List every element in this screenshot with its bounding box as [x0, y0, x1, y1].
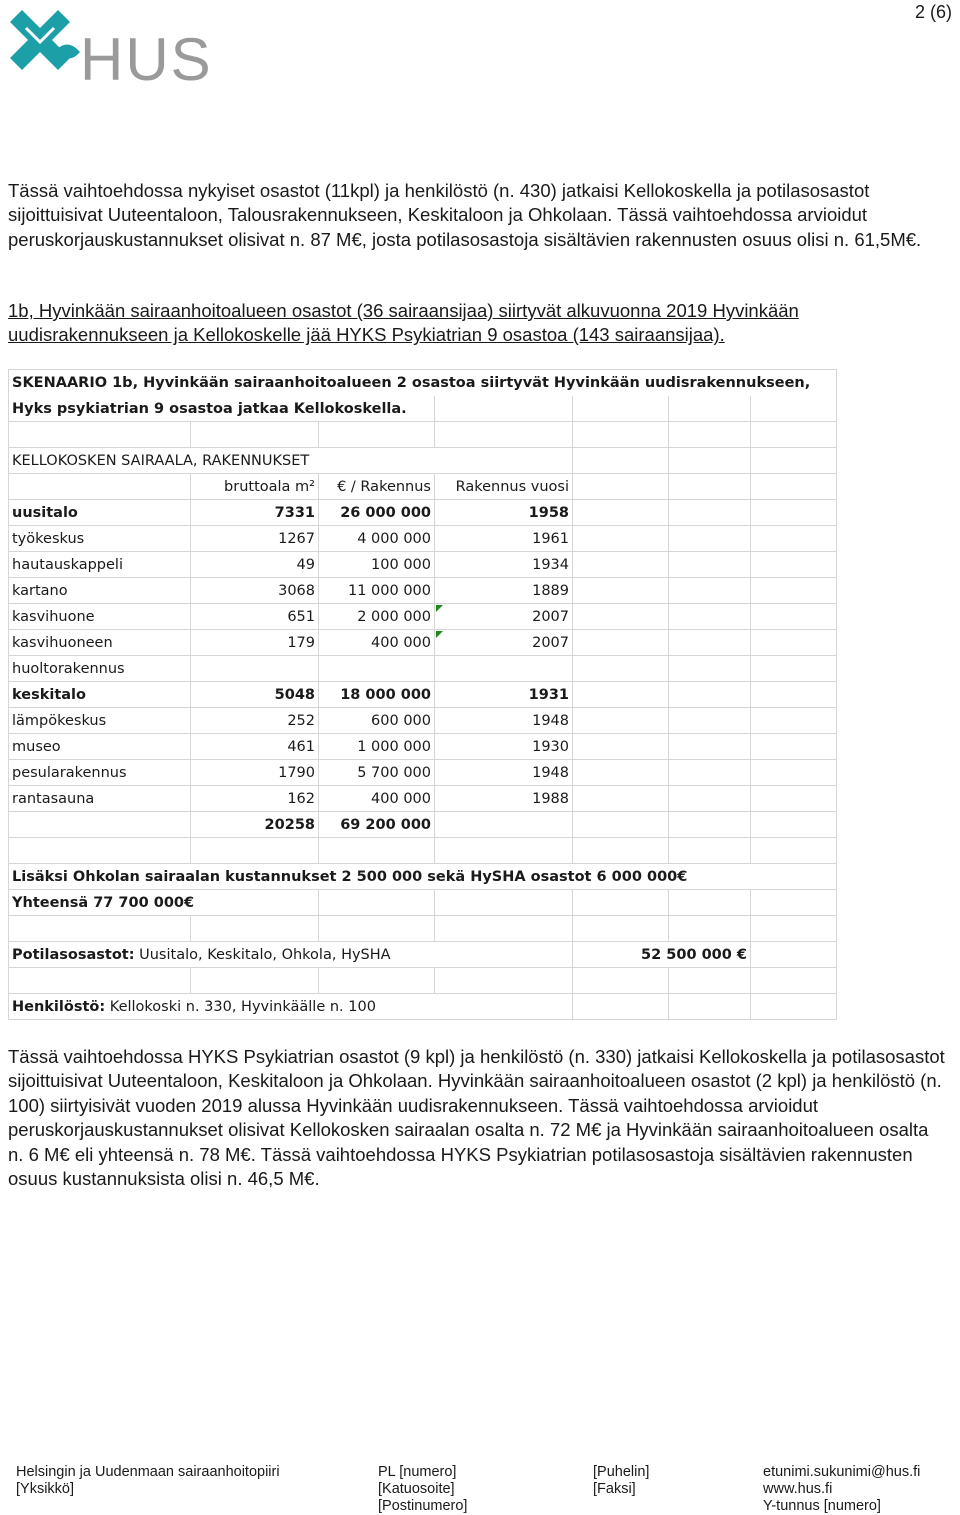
totals-row	[9, 812, 837, 838]
building-area: 252	[191, 708, 319, 734]
footer-po-box: PL [numero]	[378, 1464, 457, 1480]
footer-unit: [Yksikkö]	[16, 1481, 75, 1497]
building-year-value: 1889	[532, 582, 569, 599]
building-year-value: 2007	[532, 634, 569, 651]
logo-text: HUS	[80, 26, 213, 84]
building-name: hautauskappeli	[9, 552, 191, 578]
staff-label: Henkilöstö:	[12, 998, 106, 1015]
footer-business-id: Y-tunnus [numero]	[763, 1498, 881, 1514]
building-row	[9, 760, 837, 786]
building-year	[435, 786, 573, 812]
building-name: huoltorakennus	[9, 656, 191, 682]
staff-row	[9, 994, 837, 1020]
footer-email: etunimi.sukunimi@hus.fi	[763, 1464, 921, 1480]
comment-marker-icon	[436, 605, 443, 612]
grand-total: Yhteensä 77 700 000€	[9, 890, 319, 916]
scenario-row-2	[9, 396, 837, 422]
building-area: 3068	[191, 578, 319, 604]
scenario-line-2: Hyks psykiatrian 9 osastoa jatkaa Kellokoskella.	[12, 400, 407, 417]
building-year	[435, 708, 573, 734]
building-row	[9, 682, 837, 708]
building-cost: 2 000 000	[319, 604, 435, 630]
staff	[9, 994, 573, 1020]
footer-organization	[16, 1464, 280, 1498]
building-cost: 400 000	[319, 630, 435, 656]
building-row	[9, 656, 837, 682]
scenario-heading-paragraph: 1b, Hyvinkään sairaanhoitoalueen osastot (36 sairaansijaa) siirtyvät alkuvuonna 2019 Hyvinkään uudisrakennukseen ja Kellokoskelle jää HYKS Psykiatrian 9 osastoa (143 sairaansijaa).	[8, 300, 799, 346]
footer-website: www.hus.fi	[763, 1481, 833, 1497]
scenario-row-1	[9, 370, 837, 396]
building-row	[9, 786, 837, 812]
patient-wards	[9, 942, 573, 968]
building-cost: 100 000	[319, 552, 435, 578]
building-year-value: 1948	[532, 764, 569, 781]
comment-marker-icon	[436, 631, 443, 638]
building-name: rantasauna	[9, 786, 191, 812]
footer-phone	[593, 1464, 649, 1498]
building-year-value: 1934	[532, 556, 569, 573]
building-row	[9, 526, 837, 552]
building-year-value: 1988	[532, 790, 569, 807]
building-row	[9, 630, 837, 656]
building-year	[435, 656, 573, 682]
footer-org-name: Helsingin ja Uudenmaan sairaanhoitopiiri	[16, 1464, 280, 1480]
footer-street: [Katuosoite]	[378, 1481, 455, 1497]
additional-costs-row	[9, 864, 837, 890]
page-number: 2 (6)	[914, 2, 952, 22]
building-year	[435, 604, 573, 630]
building-cost: 18 000 000	[319, 682, 435, 708]
building-cost: 5 700 000	[319, 760, 435, 786]
building-cost: 600 000	[319, 708, 435, 734]
building-cost: 4 000 000	[319, 526, 435, 552]
hus-logo	[6, 8, 216, 84]
building-name: kasvihuoneen	[9, 630, 191, 656]
building-year-value: 1958	[528, 504, 569, 521]
header-area: bruttoala m²	[191, 474, 319, 500]
footer-address	[378, 1464, 467, 1515]
building-year	[435, 578, 573, 604]
patient-wards-label: Potilasosastot:	[12, 946, 135, 963]
building-area: 162	[191, 786, 319, 812]
patient-wards-row	[9, 942, 837, 968]
building-year	[435, 630, 573, 656]
intro-paragraph: Tässä vaihtoehdossa nykyiset osastot (11kpl) ja henkilöstö (n. 430) jatkaisi Kellokoskella ja potilasosastot sijoittuisivat Uuteentaloon, Talousrakennukseen, Keskitaloon ja Ohkolaan. Tässä vaihtoehdossa arvioidut peruskorjauskustannukset olisivat n. 87 M€, josta potilasosastoja sisältävien rakennusten osuus olisi n. 61,5M€.	[8, 180, 922, 250]
hus-logo-mark-icon	[6, 8, 216, 84]
building-row	[9, 604, 837, 630]
building-year-value: 1930	[532, 738, 569, 755]
building-area: 179	[191, 630, 319, 656]
building-area: 651	[191, 604, 319, 630]
staff-value: Kellokoski n. 330, Hyvinkäälle n. 100	[105, 998, 376, 1015]
building-area: 461	[191, 734, 319, 760]
additional-costs: Lisäksi Ohkolan sairaalan kustannukset 2 500 000 sekä HySHA osastot 6 000 000€	[9, 864, 837, 890]
header-cost: € / Rakennus	[319, 474, 435, 500]
building-year-value: 1948	[532, 712, 569, 729]
grand-total-row	[9, 890, 837, 916]
building-name: keskitalo	[9, 682, 191, 708]
building-cost: 11 000 000	[319, 578, 435, 604]
building-name: uusitalo	[9, 500, 191, 526]
header-row	[9, 474, 837, 500]
building-area: 49	[191, 552, 319, 578]
building-name: työkeskus	[9, 526, 191, 552]
building-year	[435, 760, 573, 786]
scenario-line-1: SKENAARIO 1b, Hyvinkään sairaanhoitoalueen 2 osastoa siirtyvät Hyvinkään uudisrakennukseen,	[12, 374, 811, 391]
building-row	[9, 500, 837, 526]
building-year	[435, 500, 573, 526]
footer-postcode: [Postinumero]	[378, 1498, 468, 1514]
building-area: 5048	[191, 682, 319, 708]
header-year: Rakennus vuosi	[435, 474, 573, 500]
building-name: kartano	[9, 578, 191, 604]
footer-phone-number: [Puhelin]	[593, 1464, 650, 1480]
patient-wards-value: Uusitalo, Keskitalo, Ohkola, HySHA	[134, 946, 391, 963]
building-name: pesularakennus	[9, 760, 191, 786]
patient-wards-cost: 52 500 000 €	[573, 942, 751, 968]
section-title: KELLOKOSKEN SAIRAALA, RAKENNUKSET	[12, 452, 310, 469]
conclusion-paragraph: Tässä vaihtoehdossa HYKS Psykiatrian osastot (9 kpl) ja henkilöstö (n. 330) jatkaisi Kellokoskella ja potilasosastot sijoittuisivat Uuteentaloon, Keskitaloon ja Ohkolaan. Hyvinkään sairaanhoitoalueen osastot (2 kpl) ja henkilöstö (n. 100) siirtyisivät vuoden 2019 alussa Hyvinkään uudisrakennukseen. Tässä vaihtoehdossa arvioidut peruskorjauskustannukset olisivat Kellokosken sairaalan osalta n. 72 M€ ja Hyvinkään sairaanhoitoalueen osalta n. 6 M€ eli yhteensä n. 78 M€. Tässä vaihtoehdossa HYKS Psykiatrian potilasosastoja sisältävien rakennusten osuus kustannuksista olisi n. 46,5 M€.	[8, 1046, 945, 1190]
building-area: 1790	[191, 760, 319, 786]
building-area: 1267	[191, 526, 319, 552]
building-row	[9, 552, 837, 578]
total-area: 20258	[191, 812, 319, 838]
building-name: museo	[9, 734, 191, 760]
building-row	[9, 578, 837, 604]
building-area	[191, 656, 319, 682]
cost-spreadsheet	[8, 369, 837, 1020]
footer-contact	[763, 1464, 920, 1515]
total-cost: 69 200 000	[319, 812, 435, 838]
building-name: lämpökeskus	[9, 708, 191, 734]
building-name: kasvihuone	[9, 604, 191, 630]
building-year-value: 1931	[528, 686, 569, 703]
building-year	[435, 682, 573, 708]
building-row	[9, 734, 837, 760]
footer-fax: [Faksi]	[593, 1481, 636, 1497]
building-year	[435, 526, 573, 552]
building-row	[9, 708, 837, 734]
building-cost: 1 000 000	[319, 734, 435, 760]
building-cost: 26 000 000	[319, 500, 435, 526]
building-cost	[319, 656, 435, 682]
building-cost: 400 000	[319, 786, 435, 812]
building-year-value: 1961	[532, 530, 569, 547]
building-area: 7331	[191, 500, 319, 526]
building-year-value: 2007	[532, 608, 569, 625]
section-title-row	[9, 448, 837, 474]
building-year	[435, 734, 573, 760]
building-year	[435, 552, 573, 578]
